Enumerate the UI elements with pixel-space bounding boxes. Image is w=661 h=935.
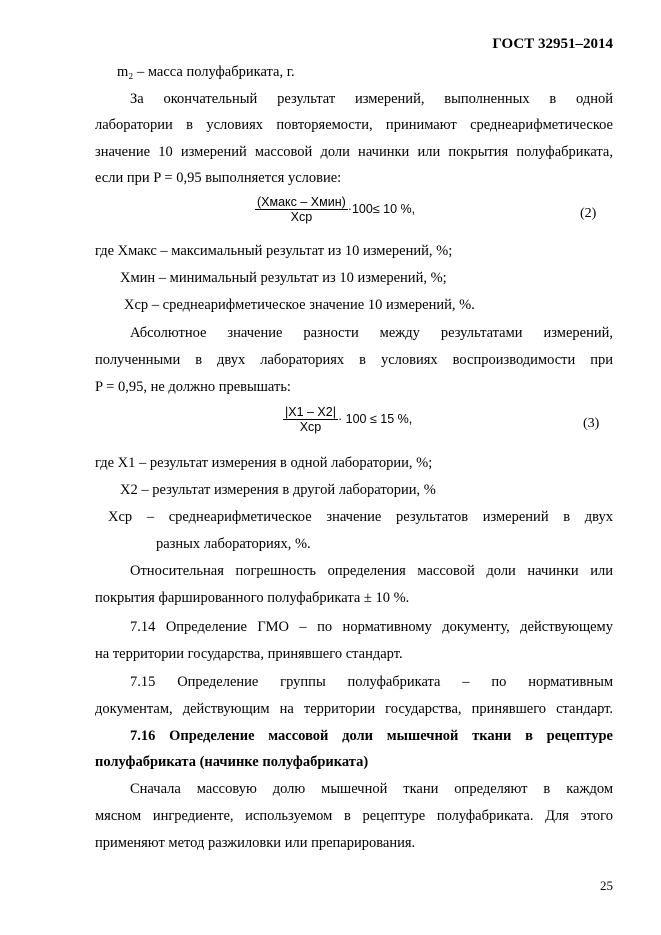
text-line: Xмин – минимальный результат из 10 измерений, %; [120,270,447,286]
text-line: документам, действующим на территории государства, принявшего стандарт. [95,701,613,717]
text-line: 7.15 Определение группы полуфабриката – по нормативным [130,674,613,690]
text-line: полученными в двух лабораториях в условиях воспроизводимости при [95,352,613,368]
equation-number: (3) [583,416,600,431]
text-line: где X1 – результат измерения в одной лаборатории, %; [95,455,433,471]
text-line: применяют метод разжиловки или препарирования. [95,835,416,851]
text-line: мясном ингредиенте, используемом в рецептуре полуфабриката. Для этого [95,808,613,824]
text-line: X2 – результат измерения в другой лаборатории, % [120,482,436,498]
formula-3-rest: · 100 ≤ 15 %, [337,411,413,426]
formula-3-denominator: Xср [299,420,322,434]
formula-2 [255,195,415,224]
formula-3-numerator: |X1 – X2| [285,405,336,419]
text-line: покрытия фаршированного полуфабриката ± 10 %. [95,590,410,606]
formula-2-denominator: Xср [290,210,313,224]
text-line: значение 10 измерений массовой доли начинки или покрытия полуфабриката, [95,144,613,160]
formula-3 [283,405,412,434]
text-line: где Xмакс – максимальный результат из 10 измерений, %; [95,243,453,259]
page-number: 25 [600,878,613,893]
text-line: Xср – среднеарифметическое значение 10 измерений, %. [124,297,475,313]
text-line: Абсолютное значение разности между результатами измерений, [130,325,613,341]
text-line: на территории государства, принявшего стандарт. [95,646,403,662]
section-heading: 7.16 Определение массовой доли мышечной ткани в рецептуре [130,728,613,744]
text-line: разных лабораториях, %. [156,536,311,552]
text-line: Относительная погрешность определения массовой доли начинки или [130,563,613,579]
text-line: За окончательный результат измерений, выполненных в одной [130,91,613,107]
text-line: 7.14 Определение ГМО – по нормативному документу, действующему [130,619,613,635]
text-line: лаборатории в условиях повторяемости, принимают среднеарифметическое [95,117,613,133]
document-header: ГОСТ 32951–2014 [492,36,613,52]
formula-2-rest: ·100≤ 10 %, [347,201,416,216]
text-line: Xср – среднеарифметическое значение результатов измерений в двух [108,509,613,525]
text-line: Сначала массовую долю мышечной ткани определяют в каждом [130,781,613,797]
section-heading: полуфабриката (начинке полуфабриката) [95,754,369,770]
formula-2-numerator: (Xмакс – Xмин) [257,195,346,209]
text-line: если при P = 0,95 выполняется условие: [95,170,342,186]
equation-number: (2) [580,206,597,221]
text-line: P = 0,95, не должно превышать: [95,379,291,395]
text-line: m₂ – масса полуфабриката, г. [117,64,295,80]
